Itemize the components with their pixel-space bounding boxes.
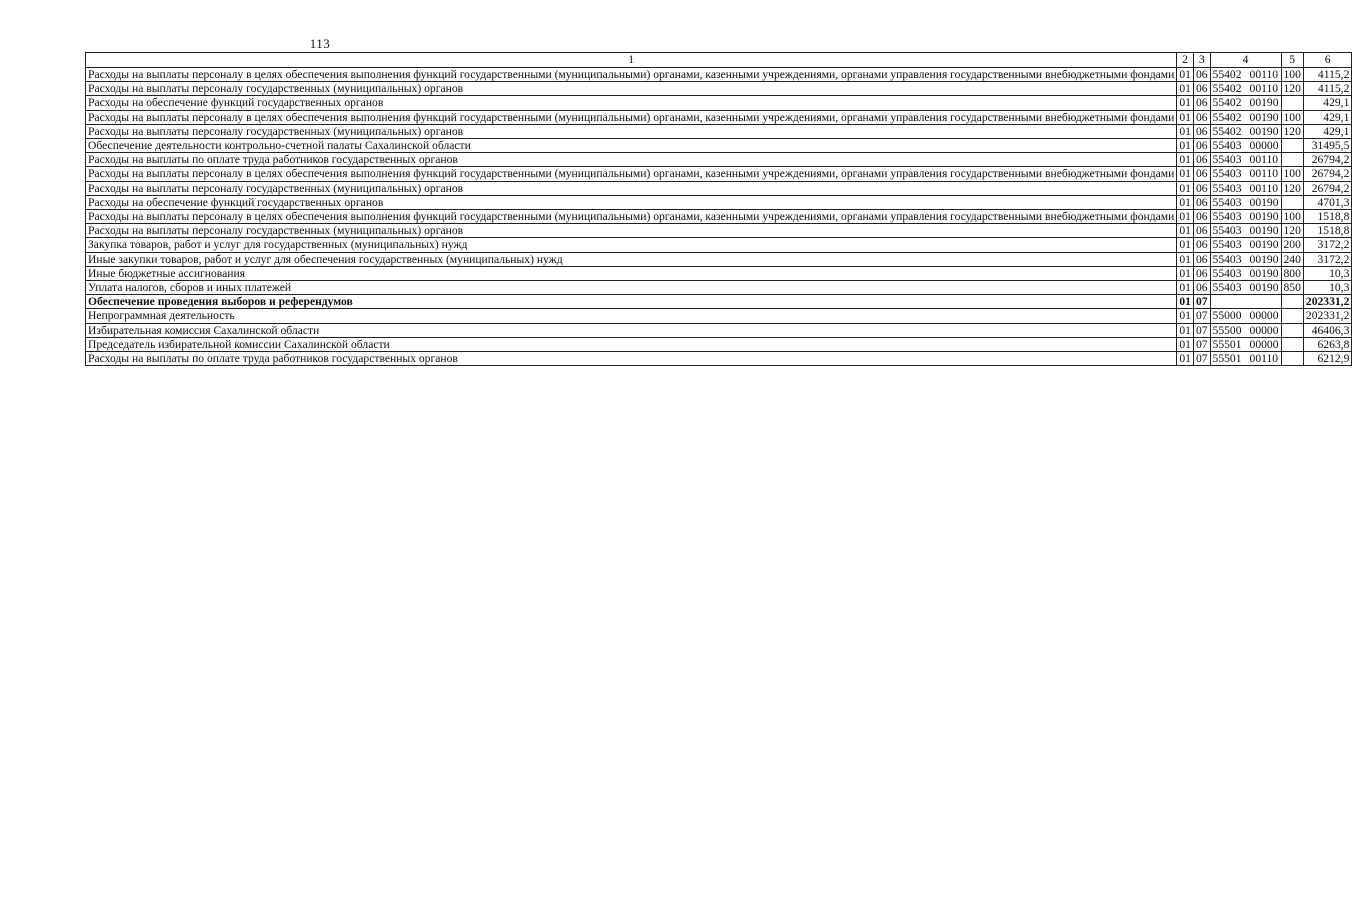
row-expense-type xyxy=(1281,337,1303,351)
row-amount: 26794,2 xyxy=(1303,153,1351,167)
row-expense-type: 240 xyxy=(1281,252,1303,266)
row-expense-type: 100 xyxy=(1281,68,1303,82)
table-row xyxy=(86,181,1352,195)
row-expense-type xyxy=(1281,295,1303,309)
row-target-article-program: 55403 xyxy=(1212,153,1242,167)
row-target-article-direction: 00110 xyxy=(1249,352,1279,366)
row-expense-type: 100 xyxy=(1281,210,1303,224)
row-target-article xyxy=(1210,295,1281,309)
row-expense-type xyxy=(1281,323,1303,337)
page-number: 113 xyxy=(309,36,331,51)
row-target-article xyxy=(1210,124,1281,138)
row-expense-type: 200 xyxy=(1281,238,1303,252)
row-name: Расходы на выплаты персоналу в целях обеспечения выполнения функций государственными (муниципальными) органами, казенными учреждениями, органами управления государственными внебюджетными фондами xyxy=(88,167,1175,181)
column-header-section: 2 xyxy=(1177,53,1194,68)
row-section: 01 xyxy=(1177,139,1194,153)
row-expense-type xyxy=(1281,195,1303,209)
row-target-article-program: 55403 xyxy=(1212,252,1242,266)
row-section: 01 xyxy=(1177,82,1194,96)
row-target-article-program: 55403 xyxy=(1212,238,1242,252)
row-name-cell xyxy=(86,337,1177,351)
row-expense-type: 850 xyxy=(1281,281,1303,295)
row-section: 01 xyxy=(1177,266,1194,280)
row-target-article-program: 55403 xyxy=(1212,281,1242,295)
row-name-cell xyxy=(86,167,1177,181)
row-name: Непрограммная деятельность xyxy=(88,309,235,323)
row-amount: 31495,5 xyxy=(1303,139,1351,153)
row-amount: 202331,2 xyxy=(1303,295,1351,309)
row-target-article-direction: 00190 xyxy=(1249,124,1279,138)
row-name-cell xyxy=(86,295,1177,309)
row-target-article xyxy=(1210,181,1281,195)
row-amount: 429,1 xyxy=(1303,96,1351,110)
table-row xyxy=(86,195,1352,209)
row-target-article xyxy=(1210,82,1281,96)
row-target-article-program: 55500 xyxy=(1212,323,1242,337)
row-subsection: 06 xyxy=(1193,124,1210,138)
table-row xyxy=(86,110,1352,124)
row-name: Закупка товаров, работ и услуг для государственных (муниципальных) нужд xyxy=(88,238,468,252)
row-target-article-direction: 00190 xyxy=(1249,266,1279,280)
row-name: Расходы на выплаты персоналу государственных (муниципальных) органов xyxy=(88,124,464,138)
row-expense-type: 120 xyxy=(1281,82,1303,96)
row-target-article-direction: 00000 xyxy=(1249,323,1279,337)
table-row xyxy=(86,68,1352,82)
row-subsection: 07 xyxy=(1193,352,1210,366)
row-name: Председатель избирательной комиссии Сахалинской области xyxy=(88,337,390,351)
row-name: Расходы на выплаты персоналу в целях обеспечения выполнения функций государственными (муниципальными) органами, казенными учреждениями, органами управления государственными внебюджетными фондами xyxy=(88,68,1175,81)
row-target-article-program: 55403 xyxy=(1212,210,1242,224)
row-name-cell xyxy=(86,139,1177,153)
row-target-article-program: 55403 xyxy=(1212,224,1242,238)
row-name-cell xyxy=(86,309,1177,323)
row-name-cell xyxy=(86,68,1177,82)
row-target-article xyxy=(1210,323,1281,337)
column-header-expense-type: 5 xyxy=(1281,53,1303,68)
row-subsection: 06 xyxy=(1193,252,1210,266)
row-target-article-program: 55403 xyxy=(1212,181,1242,195)
row-target-article-program: 55402 xyxy=(1212,110,1242,124)
row-subsection: 06 xyxy=(1193,266,1210,280)
row-target-article xyxy=(1210,224,1281,238)
row-subsection: 07 xyxy=(1193,295,1210,309)
row-section: 01 xyxy=(1177,124,1194,138)
row-subsection: 06 xyxy=(1193,96,1210,110)
row-expense-type xyxy=(1281,153,1303,167)
row-name-cell xyxy=(86,266,1177,280)
row-subsection: 06 xyxy=(1193,82,1210,96)
row-target-article-program: 55402 xyxy=(1212,82,1242,96)
row-target-article-direction: 00000 xyxy=(1249,309,1279,323)
row-amount: 1518,8 xyxy=(1303,210,1351,224)
row-section: 01 xyxy=(1177,210,1194,224)
row-name-cell xyxy=(86,96,1177,110)
row-target-article-direction: 00190 xyxy=(1249,224,1279,238)
row-amount: 4115,2 xyxy=(1303,82,1351,96)
row-section: 01 xyxy=(1177,68,1194,82)
row-amount: 10,3 xyxy=(1303,266,1351,280)
row-target-article-direction: 00110 xyxy=(1249,82,1279,96)
row-section: 01 xyxy=(1177,337,1194,351)
row-target-article-direction: 00190 xyxy=(1249,110,1279,124)
row-amount: 202331,2 xyxy=(1303,309,1351,323)
row-amount: 4701,3 xyxy=(1303,195,1351,209)
row-name: Избирательная комиссия Сахалинской области xyxy=(88,323,320,337)
row-target-article-program: 55403 xyxy=(1212,195,1242,209)
row-subsection: 06 xyxy=(1193,167,1210,181)
table-row xyxy=(86,252,1352,266)
row-target-article-program: 55403 xyxy=(1212,266,1242,280)
row-target-article-direction: 00190 xyxy=(1249,210,1279,224)
row-target-article-direction: 00190 xyxy=(1249,252,1279,266)
row-name-cell xyxy=(86,110,1177,124)
row-expense-type xyxy=(1281,139,1303,153)
table-row xyxy=(86,224,1352,238)
row-expense-type: 800 xyxy=(1281,266,1303,280)
row-name: Уплата налогов, сборов и иных платежей xyxy=(88,281,292,295)
row-expense-type: 120 xyxy=(1281,224,1303,238)
row-name: Обеспечение деятельности контрольно-счетной палаты Сахалинской области xyxy=(88,139,471,153)
row-name-cell xyxy=(86,224,1177,238)
row-name: Расходы на выплаты персоналу государственных (муниципальных) органов xyxy=(88,224,464,238)
column-header-target-article: 4 xyxy=(1210,53,1281,68)
row-name-cell xyxy=(86,323,1177,337)
row-name-cell xyxy=(86,124,1177,138)
column-header-amount: 6 xyxy=(1303,53,1351,68)
row-amount: 429,1 xyxy=(1303,110,1351,124)
row-subsection: 06 xyxy=(1193,224,1210,238)
table-row xyxy=(86,323,1352,337)
row-name: Расходы на обеспечение функций государственных органов xyxy=(88,96,384,110)
row-section: 01 xyxy=(1177,181,1194,195)
row-subsection: 06 xyxy=(1193,210,1210,224)
row-name: Расходы на выплаты персоналу в целях обеспечения выполнения функций государственными (муниципальными) органами, казенными учреждениями, органами управления государственными внебюджетными фондами xyxy=(88,110,1175,124)
table-row xyxy=(86,309,1352,323)
table-row xyxy=(86,295,1352,309)
row-target-article-direction: 00110 xyxy=(1249,181,1279,195)
table-row xyxy=(86,124,1352,138)
row-subsection: 06 xyxy=(1193,68,1210,82)
table-row xyxy=(86,238,1352,252)
row-name-cell xyxy=(86,281,1177,295)
row-target-article-direction: 00000 xyxy=(1249,139,1279,153)
row-target-article xyxy=(1210,68,1281,82)
row-amount: 3172,2 xyxy=(1303,238,1351,252)
row-section: 01 xyxy=(1177,323,1194,337)
row-target-article-program: 55501 xyxy=(1212,337,1242,351)
row-section: 01 xyxy=(1177,295,1194,309)
row-name: Расходы на выплаты персоналу государственных (муниципальных) органов xyxy=(88,181,464,195)
row-amount: 26794,2 xyxy=(1303,181,1351,195)
column-header-name: 1 xyxy=(86,53,1177,68)
row-name-cell xyxy=(86,153,1177,167)
row-target-article xyxy=(1210,153,1281,167)
row-amount: 3172,2 xyxy=(1303,252,1351,266)
row-section: 01 xyxy=(1177,352,1194,366)
row-name: Расходы на выплаты персоналу в целях обеспечения выполнения функций государственными (муниципальными) органами, казенными учреждениями, органами управления государственными внебюджетными фондами xyxy=(88,210,1175,224)
row-target-article-direction: 00110 xyxy=(1249,68,1279,81)
row-name: Обеспечение проведения выборов и референдумов xyxy=(88,295,353,309)
row-section: 01 xyxy=(1177,195,1194,209)
row-target-article-program: 55403 xyxy=(1212,139,1242,153)
row-expense-type: 100 xyxy=(1281,110,1303,124)
row-target-article xyxy=(1210,309,1281,323)
row-section: 01 xyxy=(1177,309,1194,323)
row-name-cell xyxy=(86,210,1177,224)
table-row xyxy=(86,210,1352,224)
row-target-article-direction: 00110 xyxy=(1249,167,1279,181)
row-section: 01 xyxy=(1177,96,1194,110)
row-target-article xyxy=(1210,238,1281,252)
row-target-article xyxy=(1210,195,1281,209)
row-name-cell xyxy=(86,252,1177,266)
row-name-cell xyxy=(86,238,1177,252)
row-section: 01 xyxy=(1177,153,1194,167)
row-subsection: 07 xyxy=(1193,309,1210,323)
table-row xyxy=(86,281,1352,295)
row-target-article-direction: 00190 xyxy=(1249,281,1279,295)
header-row xyxy=(86,53,1352,68)
row-expense-type xyxy=(1281,96,1303,110)
row-subsection: 06 xyxy=(1193,195,1210,209)
row-subsection: 06 xyxy=(1193,153,1210,167)
row-name-cell xyxy=(86,82,1177,96)
row-expense-type: 120 xyxy=(1281,181,1303,195)
row-amount: 10,3 xyxy=(1303,281,1351,295)
row-amount: 429,1 xyxy=(1303,124,1351,138)
row-name: Расходы на выплаты по оплате труда работников государственных органов xyxy=(88,352,458,366)
row-subsection: 07 xyxy=(1193,323,1210,337)
row-section: 01 xyxy=(1177,238,1194,252)
row-target-article xyxy=(1210,139,1281,153)
row-target-article-direction: 00110 xyxy=(1249,153,1279,167)
row-target-article xyxy=(1210,167,1281,181)
row-name-cell xyxy=(86,352,1177,366)
table-row xyxy=(86,266,1352,280)
row-expense-type xyxy=(1281,309,1303,323)
row-expense-type: 120 xyxy=(1281,124,1303,138)
row-subsection: 06 xyxy=(1193,181,1210,195)
row-expense-type: 100 xyxy=(1281,167,1303,181)
budget-table xyxy=(85,52,1352,366)
row-expense-type xyxy=(1281,352,1303,366)
row-amount: 6212,9 xyxy=(1303,352,1351,366)
row-target-article-program: 55403 xyxy=(1212,167,1242,181)
row-subsection: 06 xyxy=(1193,139,1210,153)
row-name: Расходы на выплаты персоналу государственных (муниципальных) органов xyxy=(88,82,464,96)
row-target-article xyxy=(1210,281,1281,295)
row-name: Расходы на обеспечение функций государственных органов xyxy=(88,195,384,209)
row-amount: 1518,8 xyxy=(1303,224,1351,238)
column-header-subsection: 3 xyxy=(1193,53,1210,68)
row-amount: 26794,2 xyxy=(1303,167,1351,181)
row-target-article xyxy=(1210,110,1281,124)
row-section: 01 xyxy=(1177,224,1194,238)
row-amount: 6263,8 xyxy=(1303,337,1351,351)
row-name: Иные бюджетные ассигнования xyxy=(88,266,245,280)
row-target-article-direction: 00190 xyxy=(1249,195,1279,209)
row-target-article xyxy=(1210,96,1281,110)
row-name: Иные закупки товаров, работ и услуг для обеспечения государственных (муниципальных) нужд xyxy=(88,252,563,266)
row-target-article-program: 55000 xyxy=(1212,309,1242,323)
row-section: 01 xyxy=(1177,110,1194,124)
row-subsection: 07 xyxy=(1193,337,1210,351)
table-row xyxy=(86,337,1352,351)
row-section: 01 xyxy=(1177,281,1194,295)
row-target-article-program: 55501 xyxy=(1212,352,1242,366)
row-section: 01 xyxy=(1177,167,1194,181)
row-target-article-program: 55402 xyxy=(1212,124,1242,138)
table-row xyxy=(86,82,1352,96)
table-row xyxy=(86,139,1352,153)
row-name: Расходы на выплаты по оплате труда работников государственных органов xyxy=(88,153,458,167)
row-target-article-program: 55402 xyxy=(1212,96,1242,110)
row-target-article xyxy=(1210,210,1281,224)
row-target-article xyxy=(1210,337,1281,351)
row-target-article xyxy=(1210,252,1281,266)
table-row xyxy=(86,153,1352,167)
row-section: 01 xyxy=(1177,252,1194,266)
row-target-article-direction: 00190 xyxy=(1249,96,1279,110)
table-body xyxy=(86,68,1352,366)
row-target-article-direction: 00190 xyxy=(1249,238,1279,252)
row-name-cell xyxy=(86,181,1177,195)
row-amount: 4115,2 xyxy=(1303,68,1351,82)
row-amount: 46406,3 xyxy=(1303,323,1351,337)
row-subsection: 06 xyxy=(1193,281,1210,295)
table-row xyxy=(86,167,1352,181)
row-target-article xyxy=(1210,266,1281,280)
row-target-article-direction: 00000 xyxy=(1249,337,1279,351)
row-subsection: 06 xyxy=(1193,238,1210,252)
row-subsection: 06 xyxy=(1193,110,1210,124)
table-row xyxy=(86,96,1352,110)
table-row xyxy=(86,352,1352,366)
row-target-article xyxy=(1210,352,1281,366)
row-name-cell xyxy=(86,195,1177,209)
row-target-article-program: 55402 xyxy=(1212,68,1242,81)
